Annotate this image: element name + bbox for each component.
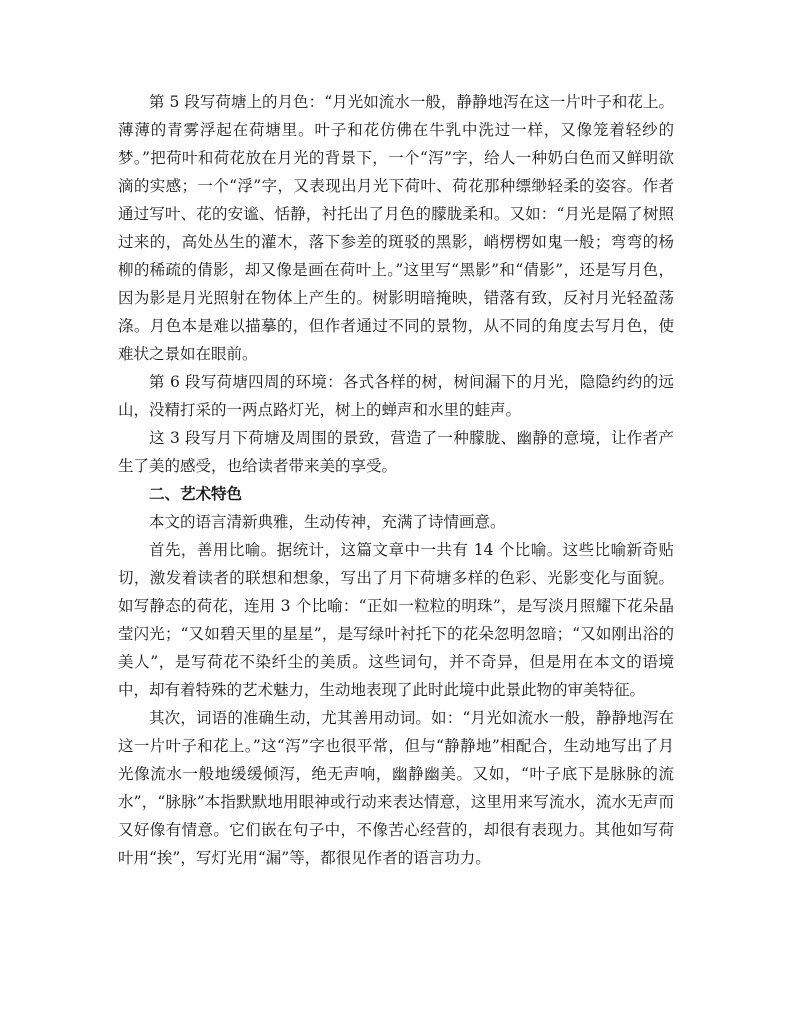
paragraph-language-style: 本文的语言清新典雅，生动传神，充满了诗情画意。 xyxy=(149,513,506,531)
section-heading: 二、艺术特色 xyxy=(149,485,243,503)
document-page xyxy=(118,88,674,872)
paragraph-moonlight: 第 5 段写荷塘上的月色：“月光如流水一般，静静地泻在这一片叶子和花上。薄薄的青雾浮起在荷塘里。叶子和花仿佛在牛乳中洗过一样，又像笼着轻纱的梦。”把荷叶和荷花放在月光的背景下，一个“泻”字，给人一种奶白色而又鲜明欲滴的实感；一个“浮”字，又表现出月光下荷叶、荷花那种缥缈轻柔的姿容。作者通过写叶、花的安谧、恬静，衬托出了月色的朦胧柔和。又如：“月光是隔了树照过来的，高处丛生的灌木，落下参差的斑驳的黑影，峭楞楞如鬼一般；弯弯的杨柳的稀疏的倩影，却又像是画在荷叶上。”这里写“黑影”和“倩影”，还是写月色，因为影是月光照射在物体上产生的。树影明暗掩映，错落有致，反衬月光轻盈荡涤。月色本是难以描摹的，但作者通过不同的景物，从不同的角度去写月色，使难状之景如在眼前。 xyxy=(118,93,674,363)
paragraph-surroundings: 第 6 段写荷塘四周的环境：各式各样的树，树间漏下的月光，隐隐约约的远山，没精打采的一两点路灯光，树上的蝉声和水里的蛙声。 xyxy=(118,373,674,419)
paragraph-metaphor: 首先，善用比喻。据统计，这篇文章中一共有 14 个比喻。这些比喻新奇贴切，激发着读者的联想和想象，写出了月下荷塘多样的色彩、光影变化与面貌。如写静态的荷花，连用 3 个比喻：“正如一粒粒的明珠”，是写淡月照耀下花朵晶莹闪光；“又如碧天里的星星”，是写绿叶衬托下的花朵忽明忽暗；“又如刚出浴的美人”，是写荷花不染纤尘的美质。这些词句，并不奇异，但是用在本文的语境中，却有着特殊的艺术魅力，生动地表现了此时此境中此景此物的审美特征。 xyxy=(118,541,674,699)
paragraph-summary: 这 3 段写月下荷塘及周围的景致，营造了一种朦胧、幽静的意境，让作者产生了美的感受，也给读者带来美的享受。 xyxy=(118,429,674,475)
paragraph-verbs: 其次，词语的准确生动，尤其善用动词。如：“月光如流水一般，静静地泻在这一片叶子和花上。”这“泻”字也很平常，但与“静静地”相配合，生动地写出了月光像流水一般地缓缓倾泻，绝无声响，幽静幽美。又如，“叶子底下是脉脉的流水”，“脉脉”本指默默地用眼神或行动来表达情意，这里用来写流水，流水无声而又好像有情意。它们嵌在句子中，不像苦心经营的，却很有表现力。其他如写荷叶用“挨”，写灯光用“漏”等，都很见作者的语言功力。 xyxy=(118,709,674,867)
